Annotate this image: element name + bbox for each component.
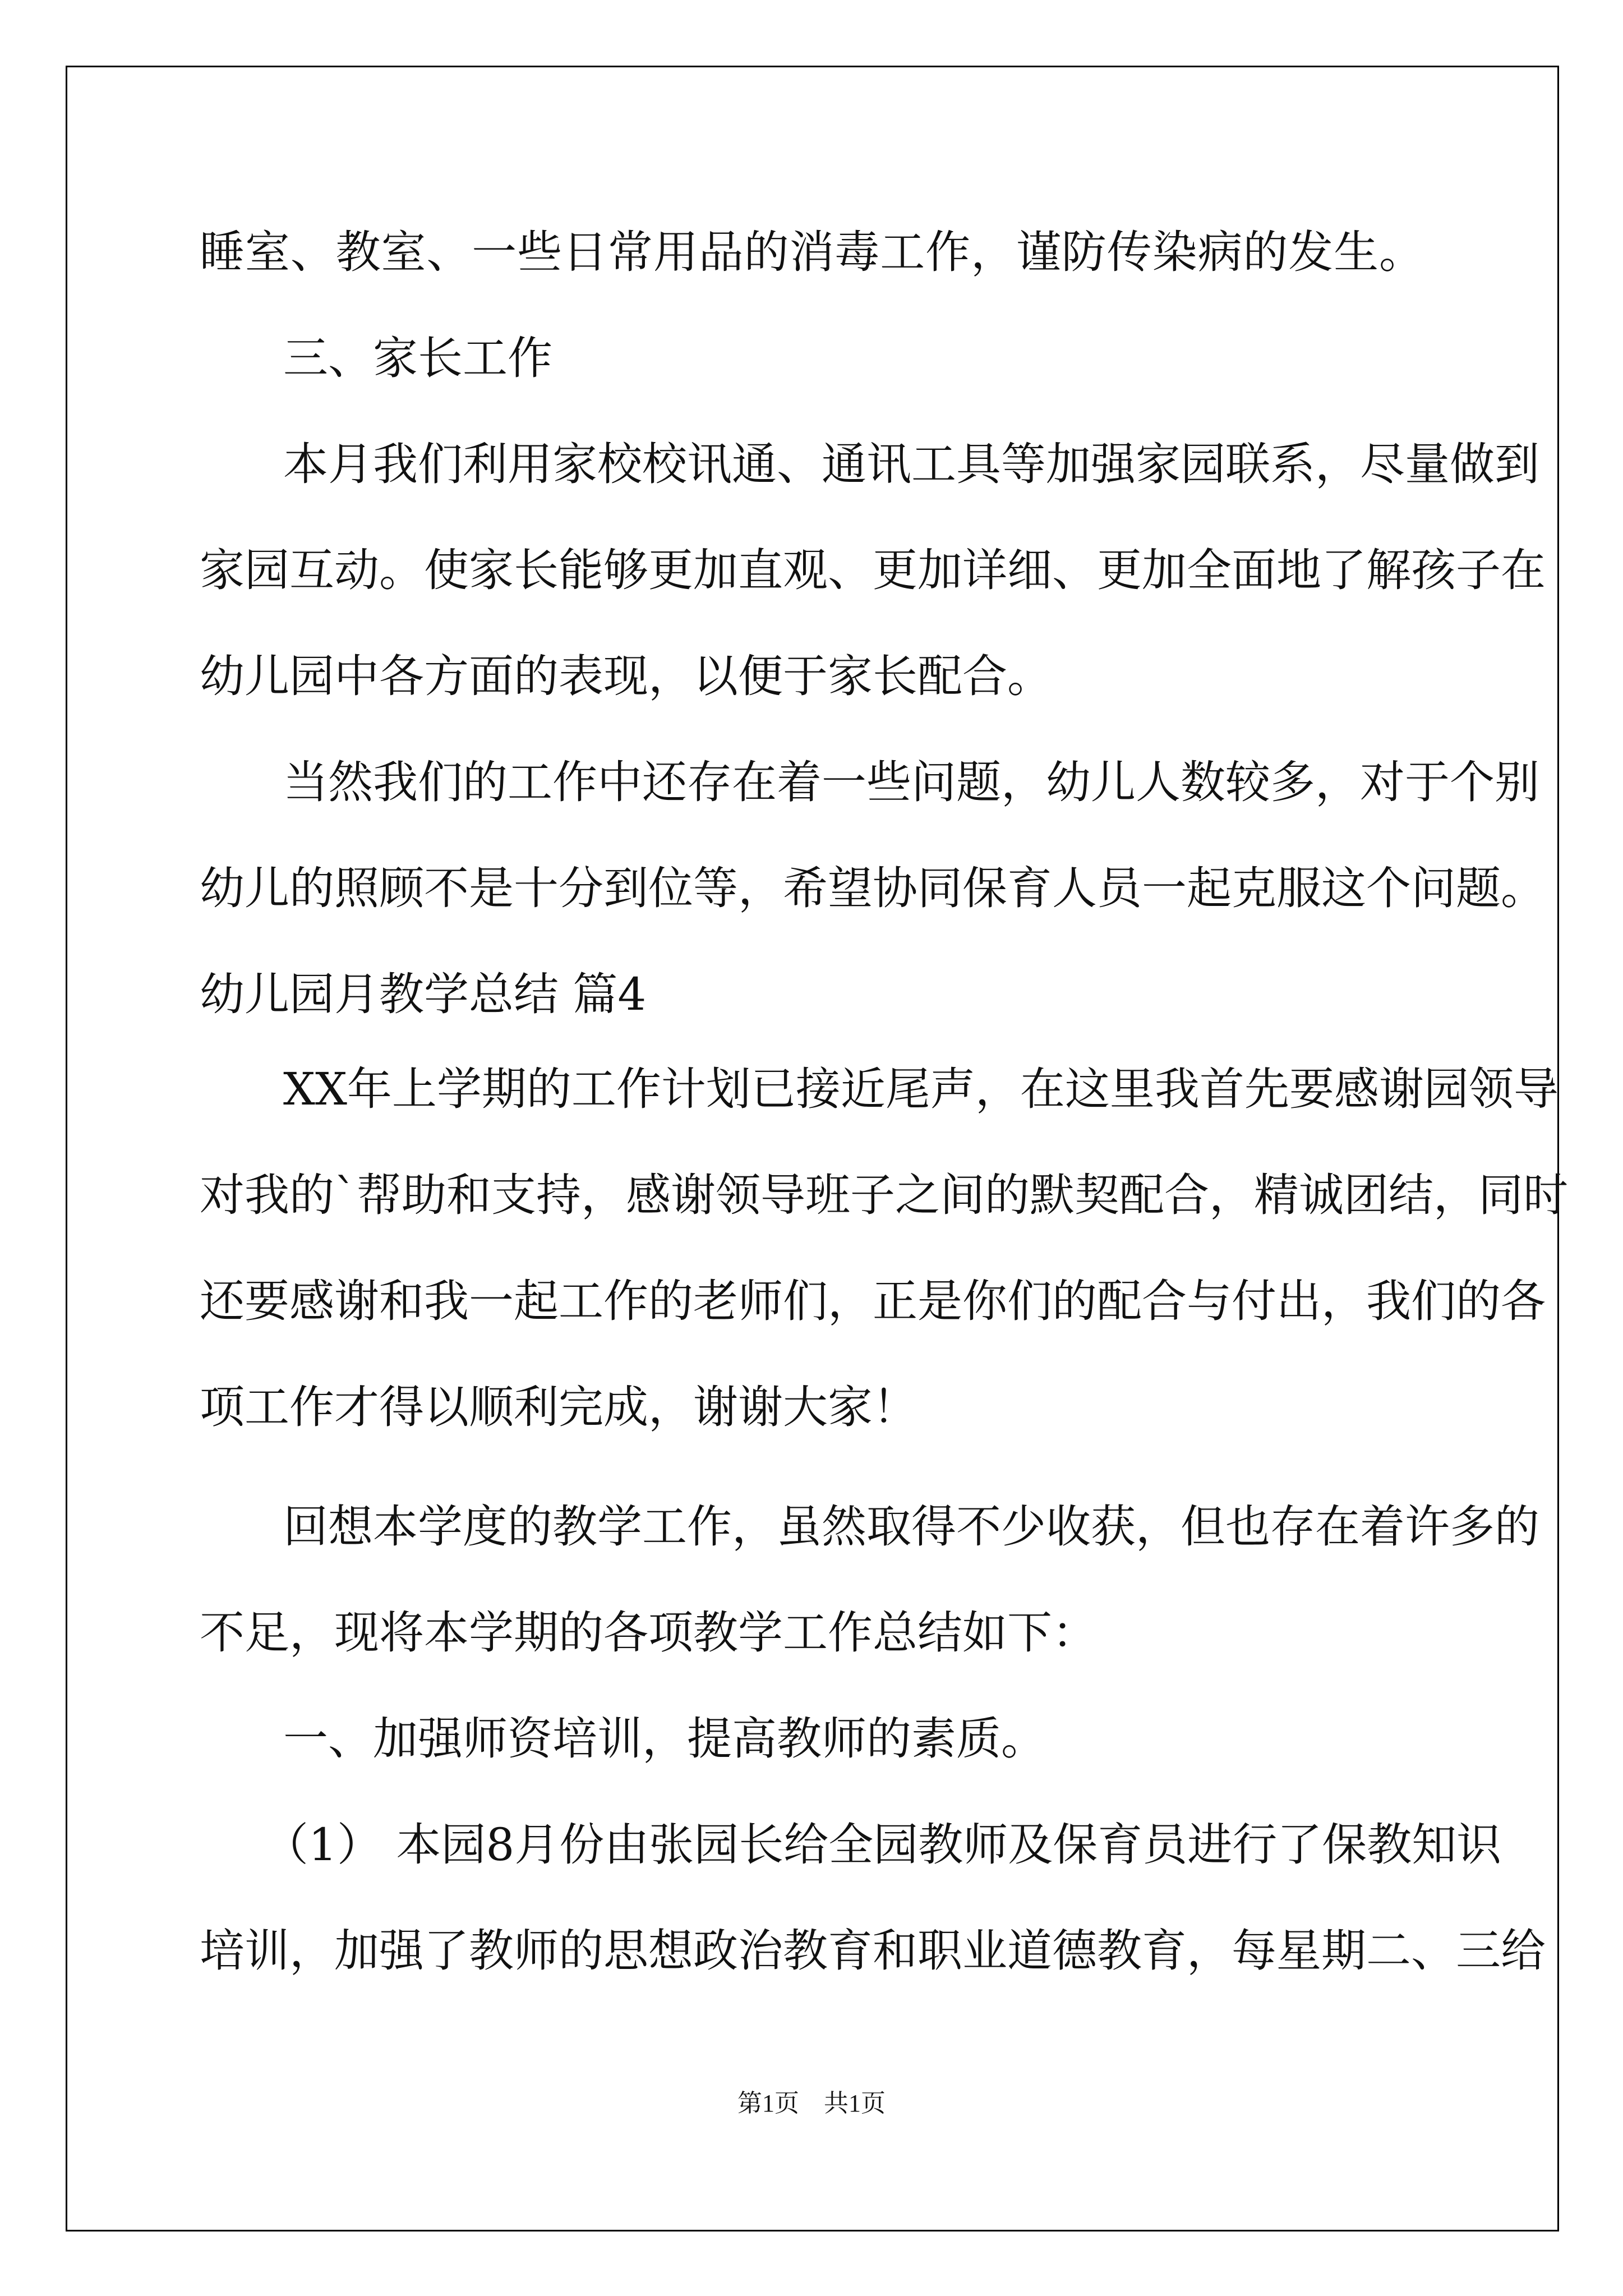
body-line-14: 不足，现将本学期的各项教学工作总结如下： bbox=[200, 1607, 1097, 1659]
body-line-16: （1） 本园8月份由张园长给全园教师及保育员进行了保教知识 bbox=[264, 1819, 1502, 1871]
body-line-5: 幼儿园中各方面的表现，以便于家长配合。 bbox=[200, 650, 1052, 702]
section-heading-training: 一、加强师资培训，提高教师的素质。 bbox=[283, 1713, 1046, 1765]
body-line-12: 项工作才得以顺利完成，谢谢大家！ bbox=[200, 1381, 917, 1433]
body-line-6: 当然我们的工作中还存在着一些问题，幼儿人数较多，对于个别 bbox=[283, 756, 1539, 808]
page-number-footer: 第1页 共1页 bbox=[737, 2090, 886, 2117]
body-line-10: 对我的`帮助和支持，感谢领导班子之间的默契配合，精诚团结，同时 bbox=[200, 1169, 1568, 1221]
body-line-4: 家园互动。使家长能够更加直观、更加详细、更加全面地了解孩子在 bbox=[200, 544, 1546, 596]
body-line-11: 还要感谢和我一起工作的老师们，正是你们的配合与付出，我们的各 bbox=[200, 1275, 1546, 1327]
body-line-3: 本月我们利用家校校讯通、通讯工具等加强家园联系，尽量做到 bbox=[283, 438, 1539, 490]
article-title: 幼儿园月教学总结 篇4 bbox=[200, 968, 647, 1020]
body-line-9: XX年上学期的工作计划已接近尾声，在这里我首先要感谢园领导 bbox=[283, 1063, 1559, 1115]
body-line-13: 回想本学度的教学工作，虽然取得不少收获，但也存在着许多的 bbox=[283, 1501, 1539, 1553]
page-border bbox=[66, 66, 1568, 2231]
body-line-17: 培训，加强了教师的思想政治教育和职业道德教育，每星期二、三给 bbox=[200, 1925, 1546, 1977]
body-line-1: 睡室、教室、一些日常用品的消毒工作，谨防传染病的发生。 bbox=[200, 226, 1424, 278]
section-heading-parents: 三、家长工作 bbox=[283, 332, 552, 384]
body-line-7: 幼儿的照顾不是十分到位等，希望协同保育人员一起克服这个问题。 bbox=[200, 862, 1546, 914]
